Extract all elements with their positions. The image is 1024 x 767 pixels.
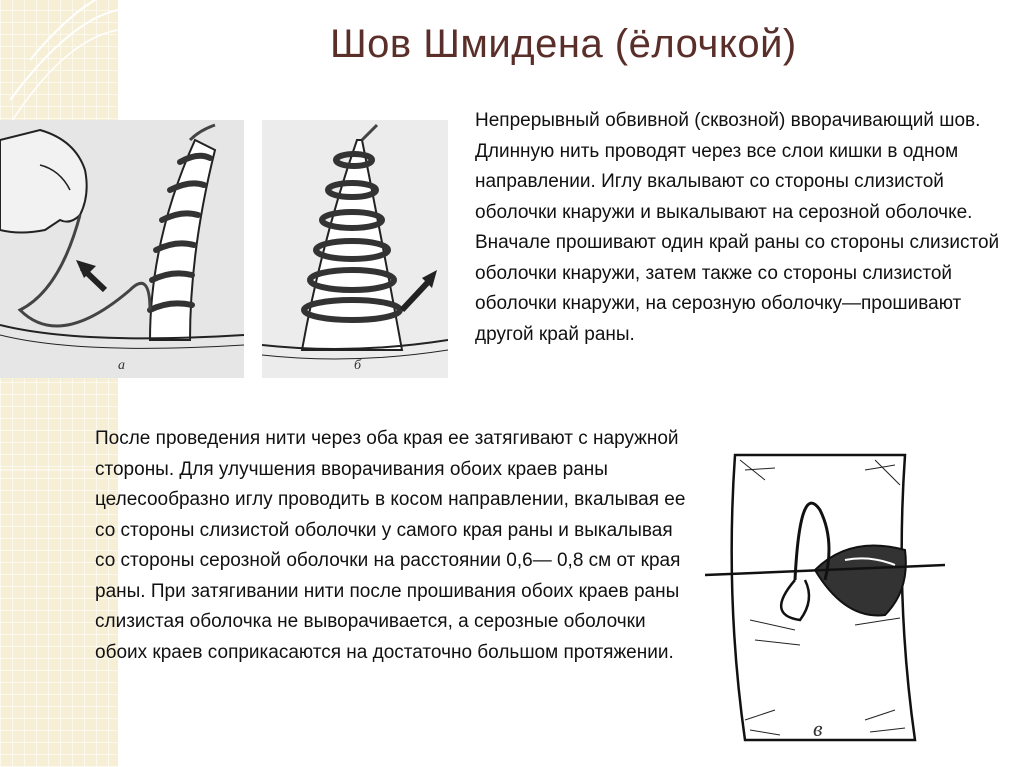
- page-title: Шов Шмидена (ёлочкой): [330, 22, 797, 66]
- figure-c-illustration: [705, 440, 945, 758]
- figure-b-illustration: [262, 120, 448, 378]
- figure-a-label: а: [118, 358, 125, 373]
- figure-c-label: в: [813, 716, 823, 741]
- description-bottom: После проведения нити через оба края ее затягивают с наружной стороны. Для улучшения вворачивания обоих краев раны целесообразно иглу проводить в косом направлении, вкалывая ее со стороны слизистой оболочки у самого края раны и выкалывая со стороны серозной оболочки на расстоянии 0,6— 0,8 см от края раны. При затягивании нити после прошивания обоих краев раны слизистая оболочка не выворачивается, а серозные оболочки обоих краев соприкасаются на достаточно большом протяжении.: [95, 428, 686, 663]
- figure-b-label: б: [354, 358, 362, 373]
- figure-a-illustration: [0, 120, 244, 378]
- description-top: Непрерывный обвивной (сквозной) вворачивающий шов. Длинную нить проводят через все слои кишки в одном направлении. Иглу вкалывают со стороны слизистой оболочки кнаружи и выкалывают на серозной оболочке. Вначале прошивают один край раны со стороны слизистой оболочки кнаружи, затем также со стороны слизистой оболочки кнаружи, на серозную оболочку—прошивают другой край раны.: [475, 110, 1000, 345]
